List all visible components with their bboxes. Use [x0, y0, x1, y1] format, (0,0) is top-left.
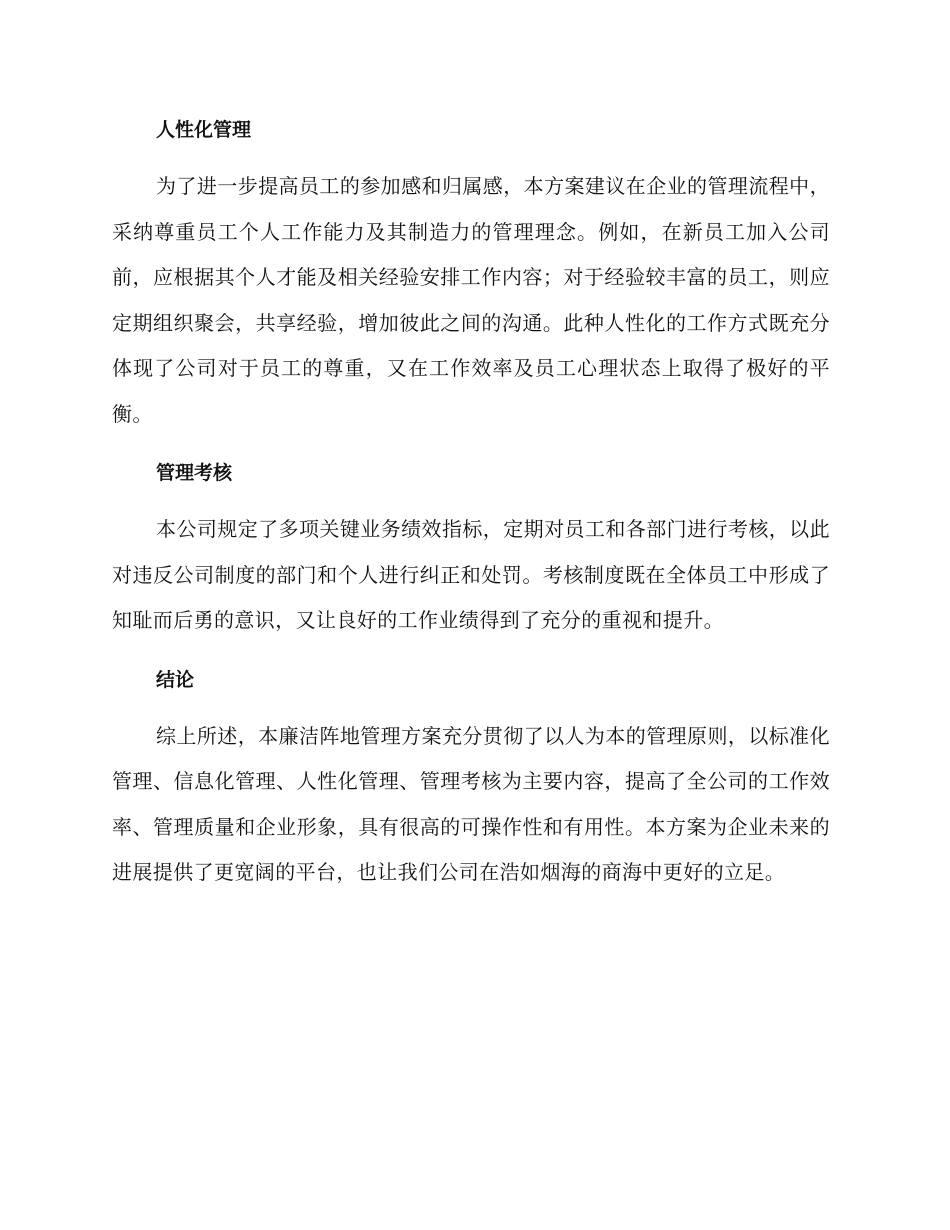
document-body: [112, 108, 830, 910]
section-heading: 管理考核: [156, 462, 233, 484]
section-paragraph: 本公司规定了多项关键业务绩效指标，定期对员工和各部门进行考核，以此对违反公司制度的部门和个人进行纠正和处罚。考核制度既在全体员工中形成了知耻而后勇的意识，又让良好的工作业绩得到了充分的重视和提升。: [112, 517, 830, 632]
section-humanized-management: [112, 108, 830, 437]
section-conclusion: [112, 658, 830, 896]
section-heading: 人性化管理: [156, 119, 252, 141]
section-paragraph: 综上所述，本廉洁阵地管理方案充分贯彻了以人为本的管理原则，以标准化管理、信息化管理、人性化管理、管理考核为主要内容，提高了全公司的工作效率、管理质量和企业形象，具有很高的可操作性和有用性。本方案为企业未来的进展提供了更宽阔的平台，也让我们公司在浩如烟海的商海中更好的立足。: [112, 723, 830, 884]
section-paragraph: 为了进一步提高员工的参加感和归属感，本方案建议在企业的管理流程中，采纳尊重员工个人工作能力及其制造力的管理理念。例如，在新员工加入公司前，应根据其个人才能及相关经验安排工作内容；对于经验较丰富的员工，则应定期组织聚会，共享经验，增加彼此之间的沟通。此种人性化的工作方式既充分体现了公司对于员工的尊重，又在工作效率及员工心理状态上取得了极好的平衡。: [112, 174, 830, 426]
section-management-assessment: [112, 451, 830, 644]
section-heading: 结论: [156, 668, 195, 691]
